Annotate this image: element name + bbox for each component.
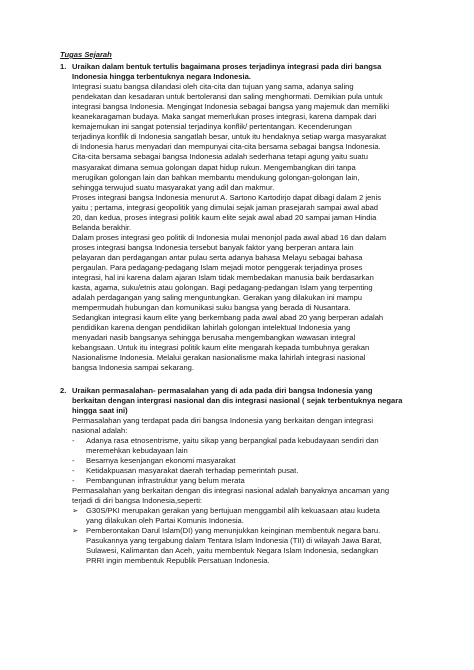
text-line: Pemberontakan Darul Islam(DI) yang menunjukkan keinginan membentuk negara baru. [86,526,381,536]
question-number: 1. [60,62,67,72]
list-item [72,506,414,526]
question-line: berkaitan dengan intergrasi nasional dan dis integrasi nasional ( sejak terbentuknya negara [72,395,403,405]
list-item [72,436,414,456]
paragraph [72,486,414,506]
text-line: pendidikan karena dengan pendidikan lahirlah golongan intelektual Indonesia yang [72,323,351,333]
text-line: Dalam proses integrasi geo politik di Indonesia mulai menonjol pada awal abad 16 dan dalam [72,232,387,242]
text-line: Sedangkan integrasi kaum elite yang berkembang pada awal abad 20 yang berperan adalah [72,313,384,323]
text-line: masyarakat dimana semua golongan dapat hidup rukun. Mengembangkan diri tanpa [72,162,356,172]
paragraph [72,416,414,436]
text-line: Pasukannya yang tergabung dalam Tentara Islam Indonesia (TII) di wilayah Jawa Barat, [86,536,382,546]
text-line: keanekaragaman budaya. Maka sangat memerlukan proses integrasi, karena dampak dari [72,112,377,122]
paragraph [72,82,414,193]
text-line: pendekatan dan kesadaran untuk bertoleransi dan saling menghormati. Demikian pula untuk [72,92,383,102]
text-line: Cita-cita bersama sebagai bangsa Indonesia adalah sederhana tetapi agung yaitu suatu [72,152,368,162]
list-item [72,456,414,466]
dash-bullet-icon: - [72,475,75,485]
text-line: G30S/PKI merupakan gerakan yang bertujuan menggambil alih kekuasaan atau kudeta [86,506,380,516]
section-gap [60,374,414,386]
text-line: Integrasi suatu bangsa dilandasi oleh cita-cita dan tujuan yang sama, adanya saling [72,82,354,92]
text-line: pelayaran dan perdagangan antar pulau serta adanya bahasa Melayu sebagai bahasa [72,252,363,262]
text-line: Nasionalisme Indonesia. Melalui gerakan nasionalisme maka lahirlah integrasi nasional [72,353,366,363]
text-line: Adanya rasa etnosentrisme, yaitu sikap yang berpangkal pada kebudayaan sendiri dan [86,435,379,445]
text-line: terjadinya konflik di Indonesia sangatlah besar, untuk itu hendaknya setiap warga masyarakat [72,132,387,142]
text-line: menyadari nasib bangsanya sehingga berusaha mengembangkan wawasan integral [72,333,356,343]
text-line: bangsa Indonesia sampai sekarang. [72,363,195,373]
text-line: kebangsaan. Untuk itu integrasi politik kaum elite mengarah kepada tumbuhnya gerakan [72,343,370,353]
text-line: PRRI ingin membentuk Republik Persatuan Indonesia. [86,556,270,566]
dash-bullet-icon: - [72,455,75,465]
list-item [72,466,414,476]
text-line: nasional adalah: [72,425,128,435]
text-line: yaitu ; pertama, integrasi geopolitik yang dimulai sejak jaman prasejarah sampai awal abad [72,202,379,212]
text-line: integrasi, hal ini karena dalam ajaran Islam tidak membedakan manusia baik berdasarkan [72,273,374,283]
question-line: Uraikan dalam bentuk tertulis bagaimana proses terjadinya integrasi pada diri bangsa [72,62,382,72]
question-line: Uraikan permasalahan- permasalahan yang di ada pada diri bangsa Indonesia yang [72,385,373,395]
text-line: mempermudah hubungan dan komunikasi suku bangsa yang berada di Nusantara. [72,303,351,313]
text-line: meremehkan kebudayaan lain [86,445,188,455]
text-line: Besarnya kesenjangan ekonomi masyarakat [86,455,236,465]
paragraph [72,313,414,373]
list-item [72,526,414,566]
text-line: terjadi di diri bangsa Indonesia,seperti: [72,496,203,506]
arrow-bullet-icon: ➢ [72,526,79,536]
question-line: Indonesia hingga terbentuknya negara Indonesia. [72,72,251,82]
text-line: integrasi bangsa Indonesia. Mengingat Indonesia sebagai bangsa yang majemuk dan memiliki [72,102,390,112]
text-line: di Indonesia harus menyadari dan mempunyai cita-cita bersama sebagai bangsa Indonesia. [72,142,381,152]
paragraph [72,233,414,313]
question-1-answer [72,82,414,373]
text-line: adalah perdagangan yang saling menguntungkan. Gerakan yang dilakukan ini mampu [72,293,363,303]
text-line: merugikan golongan lain dan bahkan membantu mendukung golongan-golongan lain, [72,172,360,182]
text-line: pergaulan. Para pedagang-pedagang Islam mejadi motor penggerak terjadinya proses [72,262,363,272]
text-line: yang dilakukan oleh Partai Komunis Indonesia. [86,516,244,526]
question-line: hingga saat ini) [72,405,128,415]
text-line: Permasalahan yang terdapat pada diri bangsa Indonesia yang berkaitan dengan integrasi [72,415,374,425]
document-title: Tugas Sejarah [60,50,112,59]
dash-bullet-icon: - [72,435,75,445]
text-line: Belanda berakhir. [72,222,132,232]
dash-bullet-icon: - [72,465,75,475]
text-line: Sulawesi, Kalimantan dan Aceh, yaitu membentuk Negara Islam Indonesia, sedangkan [86,546,379,556]
paragraph [72,193,414,233]
question-number: 2. [60,385,67,395]
text-line: Proses integrasi bangsa Indonesia menurut A. Sartono Kartodirjo dapat dibagi dalam 2 jenis [72,192,382,202]
text-line: kasta, agama, suku/etnis atau golongan. Bagi pedagang-pedangan Islam yang terpenting [72,283,373,293]
question-2-answer-continued [72,486,414,506]
question-2-heading [60,386,414,416]
text-line: Ketidakpuasan masyarakat daerah terhadap pemerintah pusat. [86,465,299,475]
text-line: kemajemukan ini sangat potensial terjadinya konflik/ pertentangan. Kecenderungan [72,122,352,132]
question-2-answer [72,416,414,436]
text-line: Permasalahan yang berkaitan dengan dis integrasi nasional adalah banyaknya ancaman yang [72,485,390,495]
arrow-bullet-icon: ➢ [72,506,79,516]
list-item [72,476,414,486]
question-1-heading [60,62,414,82]
text-line: 20, dan kedua, proses integrasi politik kaum elite sejak awal abad 20 sampai jaman Hindia [72,212,377,222]
text-line: sehingga terwujud suatu masyarakat yang adil dan makmur. [72,182,275,192]
text-line: Pembangunan infrastruktur yang belum merata [86,475,245,485]
text-line: proses integrasi bangsa Indonesia tersebut banyak faktor yang berperan antara lain [72,242,354,252]
